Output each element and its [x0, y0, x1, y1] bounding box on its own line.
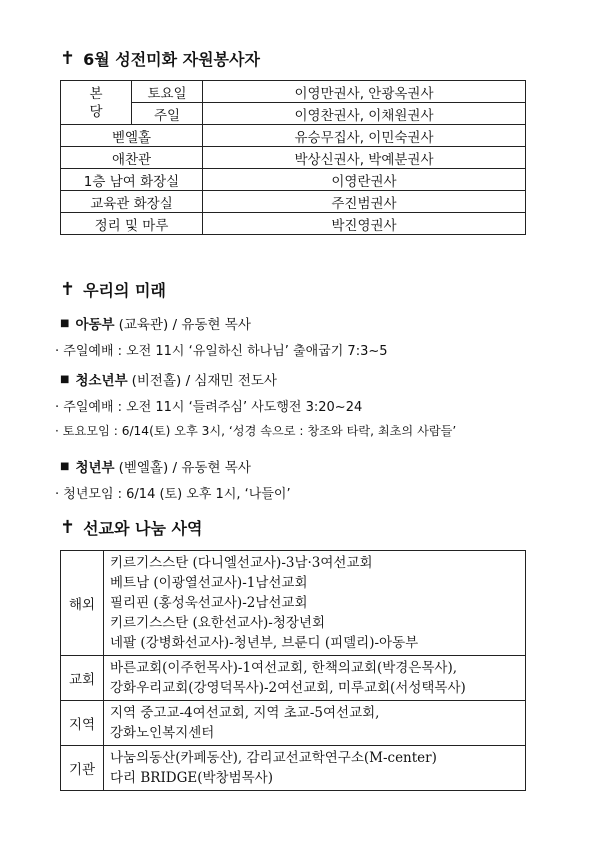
volunteers-title: ✝ 6월 성전미화 자원봉사자 [60, 48, 260, 69]
row-content: 지역 중고교-4여선교회, 지역 초교-5여선교회, 강화노인복지센터 [104, 701, 526, 746]
group-line: · 주일예배 : 오전 11시 ‘들려주심’ 사도행전 3:20~24 [55, 400, 363, 415]
table-row [61, 81, 526, 103]
group-line: · 주일예배 : 오전 11시 ‘유일하신 하나님’ 출애굽기 7:3~5 [55, 344, 388, 359]
row-label: 교육관 화장실 [61, 191, 203, 213]
row-label: 주일 [132, 103, 203, 125]
row-names: 유승무집사, 이민숙권사 [203, 125, 526, 147]
mission-title: ✝ 선교와 나눔 사역 [60, 517, 203, 538]
table-row [61, 746, 526, 791]
row-label: 교회 [61, 656, 104, 701]
future-title: ✝ 우리의 미래 [60, 279, 166, 300]
row-names: 이영란권사 [203, 169, 526, 191]
table-row [61, 191, 526, 213]
row-label: 기관 [61, 746, 104, 791]
group-heading-youth: ■ 청소년부 (비전홀) / 심재민 전도사 [60, 373, 277, 389]
main-hall-label: 본당 [61, 81, 132, 125]
row-content: 나눔의동산(카페동산), 감리교선교학연구소(M-center) 다리 BRIDGE(박창범목사) [104, 746, 526, 791]
table-row [61, 551, 526, 656]
row-names: 주진범권사 [203, 191, 526, 213]
square-bullet-icon: ■ [60, 373, 70, 385]
row-label: 토요일 [132, 81, 203, 103]
row-label: 1층 남여 화장실 [61, 169, 203, 191]
square-bullet-icon: ■ [60, 460, 70, 472]
row-label: 해외 [61, 551, 104, 656]
group-heading-children: ■ 아동부 (교육관) / 유동현 목사 [60, 317, 251, 333]
row-content: 바른교회(이주헌목사)-1여선교회, 한책의교회(박경은목사), 강화우리교회(강영덕목사)-2여선교회, 미루교회(서성택목사) [104, 656, 526, 701]
mission-table [60, 550, 526, 791]
row-names: 박상신권사, 박예분권사 [203, 147, 526, 169]
cross-icon: ✝ [60, 48, 76, 69]
cross-icon: ✝ [60, 279, 76, 300]
table-row [61, 213, 526, 235]
row-names: 이영만권사, 안광옥권사 [203, 81, 526, 103]
cross-icon: ✝ [60, 517, 76, 538]
table-row [61, 701, 526, 746]
table-row [61, 147, 526, 169]
square-bullet-icon: ■ [60, 317, 70, 329]
table-row [61, 656, 526, 701]
group-line: · 토요모임 : 6/14(토) 오후 3시, ‘성경 속으로 : 창조와 타락, 최초의 사람들’ [55, 424, 457, 438]
table-row [61, 169, 526, 191]
volunteer-table [60, 80, 526, 235]
group-heading-young-adults: ■ 청년부 (벧엘홀) / 유동현 목사 [60, 460, 251, 476]
row-names: 박진영권사 [203, 213, 526, 235]
row-label: 애찬관 [61, 147, 203, 169]
table-row [61, 125, 526, 147]
group-line: · 청년모임 : 6/14 (토) 오후 1시, ‘나들이’ [55, 487, 291, 502]
row-label: 벧엘홀 [61, 125, 203, 147]
row-label: 지역 [61, 701, 104, 746]
row-names: 이영찬권사, 이채원권사 [203, 103, 526, 125]
row-content: 키르기스스탄 (다니엘선교사)-3남·3여선교회 베트남 (이광열선교사)-1남선교회 필리핀 (홍성욱선교사)-2남선교회 키르기스스탄 (요한선교사)-청장년회 네팔 (강병화선교사)-청년부, 브룬디 (피델리)-아동부 [104, 551, 526, 656]
row-label: 정리 및 마루 [61, 213, 203, 235]
